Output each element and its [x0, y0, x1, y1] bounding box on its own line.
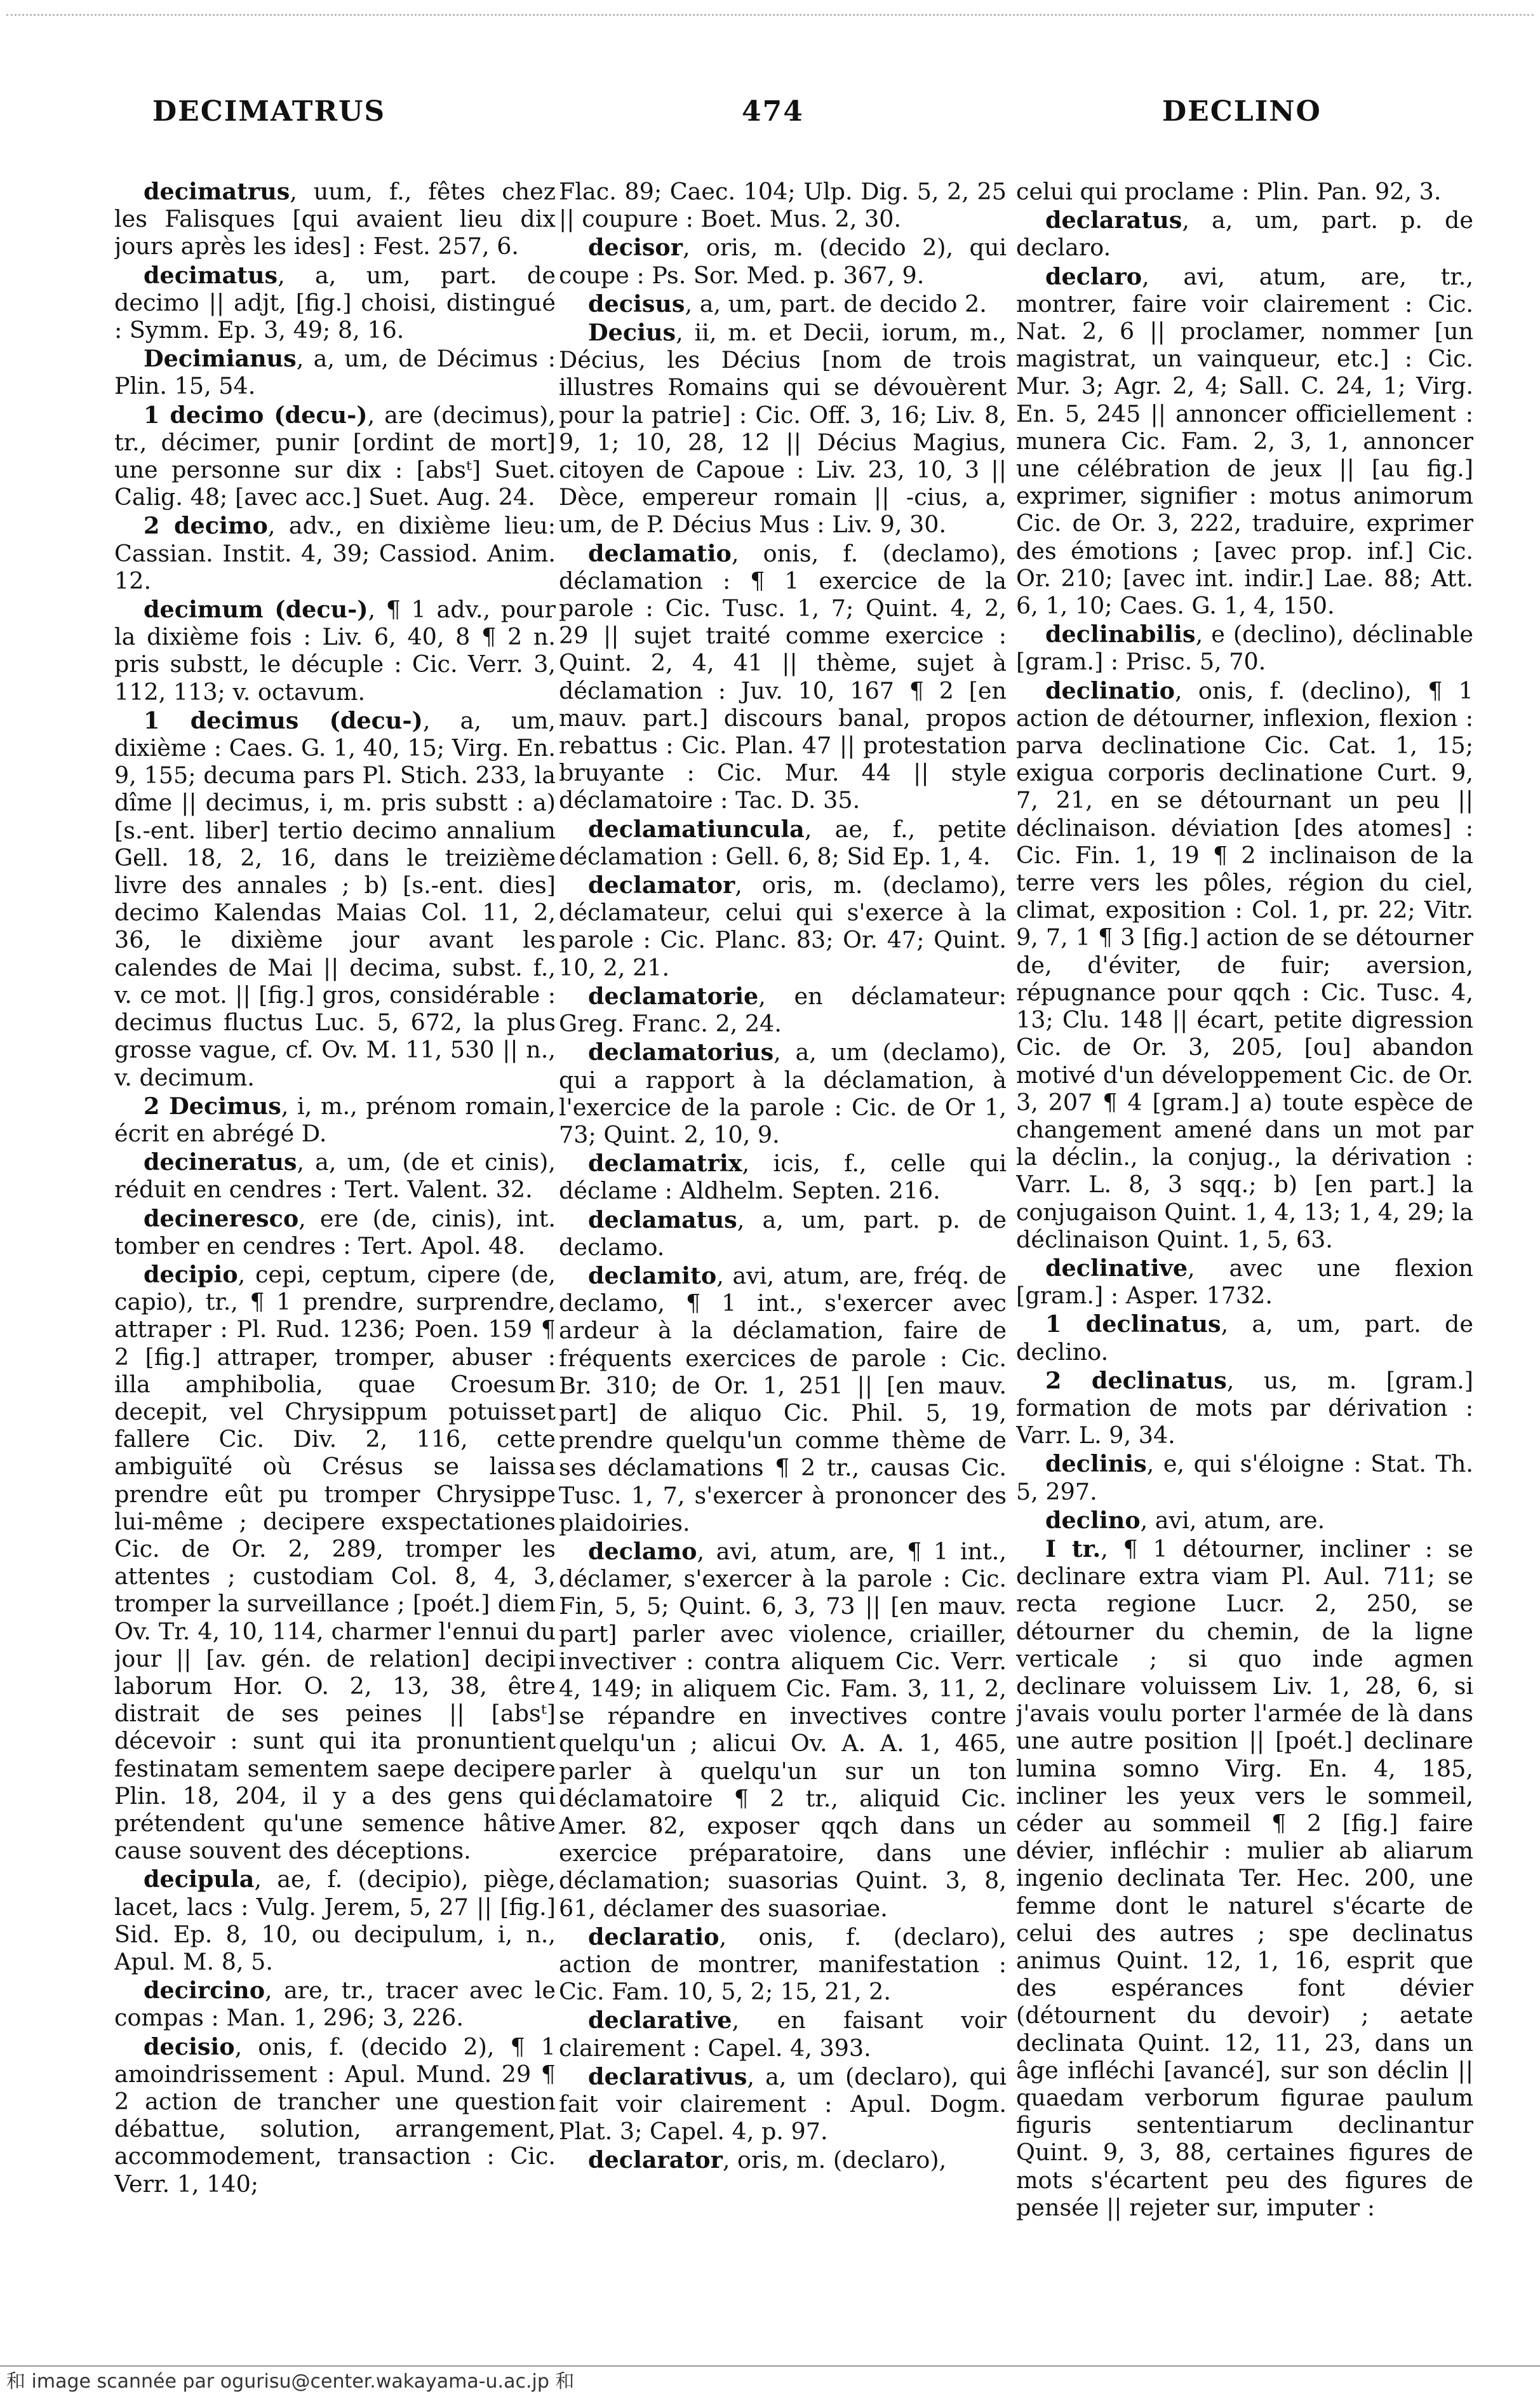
headword: 1 decimo (decu-) — [144, 401, 368, 429]
headword: declarativus — [588, 2062, 747, 2090]
dictionary-entry: 2 declinatus, us, m. [gram.] formation de mots par dérivation : Varr. L. 9, 34. — [1016, 1366, 1473, 1449]
headword: decimatrus — [144, 178, 290, 205]
dictionary-entry: 2 Decimus, i, m., prénom romain, écrit en abrégé D. — [114, 1092, 556, 1147]
dictionary-entry: declaratio, onis, f. (declaro), action de montrer, manifestation : Cic. Fam. 10, 5, 2; 15, 21, 2. — [559, 1923, 1007, 2006]
dictionary-entry: declarator, oris, m. (declaro), — [588, 2146, 947, 2174]
dictionary-entry: 1 decimo (decu-), are (decimus), tr., décimer, punir [ordint de mort] une personne sur dix : [absᵗ] Suet. Calig. 48; [avec acc.] Suet. Aug. 24. — [114, 401, 556, 511]
dictionary-entry: Flac. 89; Caec. 104; Ulp. Dig. 5, 2, 25 || coupure : Boet. Mus. 2, 30. — [559, 178, 1007, 233]
headword: 2 declinatus — [1045, 1366, 1227, 1394]
headword: Decius — [588, 319, 676, 347]
dictionary-entry: declarative, en faisant voir clairement : Capel. 4, 393. — [559, 2006, 1007, 2062]
dictionary-entry: decipio, cepi, ceptum, cipere (de, capio), tr., ¶ 1 prendre, surprendre, attraper : Pl. Rud. 1236; Poen. 159 ¶ 2 [fig.] attraper, tromper, abuser : illa amphibolia, quae Croesum decepit, vel Chrysippum potuisset fallere Cic. Div. 2, 116, cette ambiguïté où Crésus se laissa prendre eût pu tromper Chrysippe lui-même ; decipere exspectationes Cic. de Or. 2, 289, tromper les attentes ; custodiam Col. 8, 4, 3, tromper la surveillance ; [poét.] diem Ov. Tr. 4, 10, 114, charmer l'ennui du jour || [av. gén. de relation] decipi laborum Hor. O. 2, 13, 38, être distrait de ses peines || [absᵗ] décevoir : sunt qui ita pronuntient festinatam sementem saepe decipere Plin. 18, 204, il y a des gens qui prétendent qu'une semence hâtive cause souvent des déceptions. — [114, 1260, 556, 1865]
headword: declino — [1045, 1506, 1141, 1534]
headword: declamatorius — [588, 1038, 774, 1066]
scan-credit: 和 image scannée par ogurisu@center.wakayama-u.ac.jp 和 — [6, 2370, 575, 2393]
headword: declamatio — [588, 539, 732, 567]
headword: decisus — [588, 290, 685, 318]
dictionary-entry: declamito, avi, atum, are, fréq. de declamo, ¶ 1 int., s'exercer avec ardeur à la déclamation, faire de fréquents exercices de parole : Cic. Br. 310; de Or. 1, 251 || [en mauv. part] de aliquo Cic. Phil. 5, 19, prendre quelqu'un comme thème de ses déclamations ¶ 2 tr., causas Cic. Tusc. 1, 7, s'exercer à prononcer des plaidoiries. — [559, 1261, 1007, 1536]
headword: declamator — [588, 871, 735, 899]
headword: declaro — [1045, 262, 1142, 290]
dictionary-entry: declinative, avec une flexion [gram.] : Asper. 1732. — [1016, 1254, 1473, 1310]
dictionary-entry: declamatrix, icis, f., celle qui déclame : Aldhelm. Septen. 216. — [559, 1150, 1007, 1205]
headword: decipio — [144, 1260, 238, 1288]
headword: decisor — [588, 234, 683, 262]
headword: decimatus — [144, 261, 278, 289]
dictionary-entry: decisio, onis, f. (decido 2), ¶ 1 amoindrissement : Apul. Mund. 29 ¶ 2 action de trancher une question débattue, solution, arrangement, accommodement, transaction : Cic. Verr. 1, 140; — [114, 2033, 556, 2198]
dictionary-entry: declarativus, a, um (declaro), qui fait voir clairement : Apul. Dogm. Plat. 3; Capel. 4, p. 97. — [559, 2062, 1007, 2146]
page-number: 474 — [742, 95, 804, 128]
headword: declaratus — [1045, 206, 1182, 234]
dictionary-entry: decimatus, a, um, part. de decimo || adjt, [fig.] choisi, distingué : Symm. Ep. 3, 49; 8, 16. — [114, 261, 556, 344]
dictionary-entry: 1 decimus (decu-), a, um, dixième : Caes. G. 1, 40, 15; Virg. En. 9, 155; decuma pars Pl. Stich. 233, la dîme || decimus, i, m. pris substt : a) [s.-ent. liber] tertio decimo annalium Gell. 18, 2, 16, dans le treizième livre des annales ; b) [s.-ent. dies] decimo Kalendas Maias Col. 11, 2, 36, le dixième jour avant les calendes de Mai || decima, subst. f., v. ce mot. || [fig.] gros, considérable : decimus fluctus Luc. 5, 672, la plus grosse vague, cf. Ov. M. 11, 530 || n., v. decimum. — [114, 706, 556, 1091]
headword: decisio — [144, 2033, 235, 2060]
headword: declarative — [588, 2006, 732, 2034]
headword: declinative — [1045, 1254, 1188, 1282]
dictionary-entry: decipula, ae, f. (decipio), piège, lacet, lacs : Vulg. Jerem, 5, 27 || [fig.] Sid. Ep. 8, 10, ou decipulum, i, n., Apul. M. 8, 5. — [114, 1865, 556, 1975]
headword: decimum (decu-) — [144, 596, 368, 624]
dictionary-entry: Decimianus, a, um, de Décimus : Plin. 15, 54. — [114, 345, 556, 400]
dictionary-entry: declamo, avi, atum, are, ¶ 1 int., déclamer, s'exercer à la parole : Cic. Fin, 5, 5; Quint. 6, 3, 73 || [en mauv. part] parler avec violence, criailler, invectiver : contra aliquem Cic. Verr. 4, 149; in aliquem Cic. Fam. 3, 11, 2, se répandre en invectives contre quelqu'un ; alicui Ov. A. A. 1, 465, parler à quelqu'un sur un ton déclamatoire ¶ 2 tr., aliquid Cic. Amer. 82, exposer qqch dans un exercice préparatoire, dans une déclamation; suasorias Quint. 3, 8, 61, déclamer des suasoriae. — [559, 1537, 1007, 1922]
dictionary-entry: declamatio, onis, f. (declamo), déclamation : ¶ 1 exercice de la parole : Cic. Tusc. 1, 7; Quint. 4, 2, 29 || sujet traité comme exercice : Quint. 2, 4, 41 || thème, sujet à déclamation : Juv. 10, 167 ¶ 2 [en mauv. part.] discours banal, propos rebattus : Cic. Plan. 47 || protestation bruyante : Cic. Mur. 44 || style déclamatoire : Tac. D. 35. — [559, 539, 1007, 814]
headword: declamatus — [588, 1206, 737, 1233]
headword: declinatio — [1045, 676, 1175, 704]
headword: declamatrix — [588, 1150, 742, 1178]
headword: decineratus — [144, 1148, 297, 1176]
scan-edge-dots — [6, 14, 1534, 16]
headword: declinabilis — [1045, 621, 1196, 649]
dictionary-entry: I tr., ¶ 1 détourner, incliner : se declinare extra viam Pl. Aul. 711; se recta regione Lucr. 2, 250, se détourner du chemin, de la ligne verticale ; si quo inde agmen declinare voluissem Liv. 1, 28, 6, si j'avais voulu porter l'armée de là dans une autre position || [poét.] declinare lumina somno Virg. En. 4, 185, incliner les yeux vers le sommeil, céder au sommeil ¶ 2 [fig.] faire dévier, infléchir : mulier ab aliarum ingenio declinata Ter. Hec. 200, une femme dont le naturel s'écarte de celui des autres ; spe declinatus animus Quint. 12, 1, 16, esprit que des espérances font dévier (détournent du devoir) ; aetate declinata Quint. 12, 11, 23, dans un âge infléchi [avancé], sur son déclin || quaedam verborum figurae paulum figuris sententiarum declinantur Quint. 9, 3, 88, certaines figures de mots s'écartent peu des figures de pensée || rejeter sur, imputer : — [1016, 1535, 1473, 2221]
dictionary-entry: declinis, e, qui s'éloigne : Stat. Th. 5, 297. — [1016, 1450, 1473, 1505]
dictionary-entry: decisor, oris, m. (decido 2), qui coupe : Ps. Sor. Med. p. 367, 9. — [559, 234, 1007, 289]
headword: declamo — [588, 1537, 697, 1565]
dictionary-entry: declinabilis, e (declino), déclinable [gram.] : Prisc. 5, 70. — [1016, 621, 1473, 676]
headword: decircino — [144, 1977, 265, 2005]
headword: 2 Decimus — [144, 1092, 281, 1120]
dictionary-entry: declaratus, a, um, part. p. de declaro. — [1016, 206, 1473, 262]
dictionary-entry: declamator, oris, m. (declamo), déclamateur, celui qui s'exerce à la parole : Cic. Planc. 83; Or. 47; Quint. 10, 2, 21. — [559, 871, 1007, 981]
headword: 2 decimo — [144, 512, 268, 540]
headword: decineresco — [144, 1204, 299, 1232]
dictionary-entry: celui qui proclame : Plin. Pan. 92, 3. — [1016, 178, 1442, 205]
dictionary-entry: declinatio, onis, f. (declino), ¶ 1 action de détourner, inflexion, flexion : parva declinatione Cic. Cat. 1, 15; exigua corporis declinatione Curt. 9, 7, 21, en se détournant un peu || déclinaison. déviation [des atomes] : Cic. Fin. 1, 19 ¶ 2 inclinaison de la terre vers les pôles, région du ciel, climat, exposition : Col. 1, pr. 22; Vitr. 9, 7, 1 ¶ 3 [fig.] action de se détourner de, d'éviter, de fuir; aversion, répugnance pour qqch : Cic. Tusc. 4, 13; Clu. 148 || écart, petite digression Cic. de Or. 3, 205, [ou] abandon motivé d'un développement Cic. de Or. 3, 207 ¶ 4 [gram.] a) toute espèce de changement amené dans un mot par la déclin., la conjug., la dérivation : Varr. L. 8, 3 sqq.; b) [en part.] la conjugaison Quint. 1, 4, 13; 1, 4, 29; la déclinaison Quint. 1, 5, 63. — [1016, 676, 1473, 1253]
dictionary-entry: decimatrus, uum, f., fêtes chez les Falisques [qui avaient lieu dix jours après les ides] : Fest. 257, 6. — [114, 178, 556, 260]
headword: 1 declinatus — [1045, 1310, 1221, 1338]
dictionary-entry: decimum (decu-), ¶ 1 adv., pour la dixième fois : Liv. 6, 40, 8 ¶ 2 n. pris substt, le décuple : Cic. Verr. 3, 112, 113; v. octavum. — [114, 596, 556, 706]
headword: 1 decimus (decu-) — [144, 706, 423, 734]
dictionary-entry: decircino, are, tr., tracer avec le compas : Man. 1, 296; 3, 226. — [114, 1977, 556, 2032]
column-middle — [559, 178, 1007, 2337]
dictionary-entry: declamatiuncula, ae, f., petite déclamation : Gell. 6, 8; Sid Ep. 1, 4. — [559, 815, 1007, 870]
headword: declamatorie — [588, 982, 759, 1010]
dictionary-entry: 1 declinatus, a, um, part. de declino. — [1016, 1310, 1473, 1366]
headword: declinis — [1045, 1450, 1147, 1478]
dictionary-entry: decineratus, a, um, (de et cinis), réduit en cendres : Tert. Valent. 32. — [114, 1148, 556, 1204]
headword: decipula — [144, 1865, 255, 1893]
dictionary-entry: declamatorius, a, um (declamo), qui a rapport à la déclamation, à l'exercice de la parole : Cic. de Or 1, 73; Quint. 2, 10, 9. — [559, 1038, 1007, 1148]
dictionary-entry: decineresco, ere (de, cinis), int. tomber en cendres : Tert. Apol. 48. — [114, 1204, 556, 1260]
headword: declaratio — [588, 1923, 720, 1951]
dictionary-entry: 2 decimo, adv., en dixième lieu: Cassian. Instit. 4, 39; Cassiod. Anim. 12. — [114, 512, 556, 595]
dictionary-entry: declino, avi, atum, are. — [1045, 1506, 1325, 1534]
dictionary-entry: Decius, ii, m. et Decii, iorum, m., Décius, les Décius [nom de trois illustres Romains qui se dévouèrent pour la patrie] : Cic. Off. 3, 16; Liv. 8, 9, 1; 10, 28, 12 || Décius Magius, citoyen de Capoue : Liv. 23, 10, 3 || Dèce, empereur romain || -cius, a, um, de P. Décius Mus : Liv. 9, 30. — [559, 319, 1007, 539]
headword: declarator — [588, 2146, 723, 2174]
running-head-right: DECLINO — [1162, 95, 1322, 128]
dictionary-entry: decisus, a, um, part. de decido 2. — [588, 290, 987, 318]
column-left — [114, 178, 556, 2337]
headword: declamito — [588, 1261, 717, 1289]
dictionary-entry: declamatus, a, um, part. p. de declamo. — [559, 1206, 1007, 1261]
dictionary-entry: declaro, avi, atum, are, tr., montrer, faire voir clairement : Cic. Nat. 2, 6 || proclamer, nommer [un magistrat, un vainqueur, etc.] : Cic. Mur. 3; Agr. 2, 4; Sall. C. 24, 1; Virg. En. 5, 245 || annoncer officiellement : munera Cic. Fam. 2, 3, 1, annoncer une célébration de jeux || [au fig.] exprimer, signifier : motus animorum Cic. de Or. 3, 222, traduire, exprimer des émotions ; [avec prop. inf.] Cic. Or. 210; [avec int. indir.] Lae. 88; Att. 6, 1, 10; Caes. G. 1, 4, 150. — [1016, 262, 1473, 620]
dictionary-entry: declamatorie, en déclamateur: Greg. Franc. 2, 24. — [559, 982, 1007, 1038]
headword: declamatiuncula — [588, 815, 805, 843]
column-right — [1016, 178, 1473, 2337]
headword: I tr. — [1045, 1535, 1101, 1563]
running-head-left: DECIMATRUS — [152, 95, 386, 128]
headword: Decimianus — [144, 345, 297, 373]
